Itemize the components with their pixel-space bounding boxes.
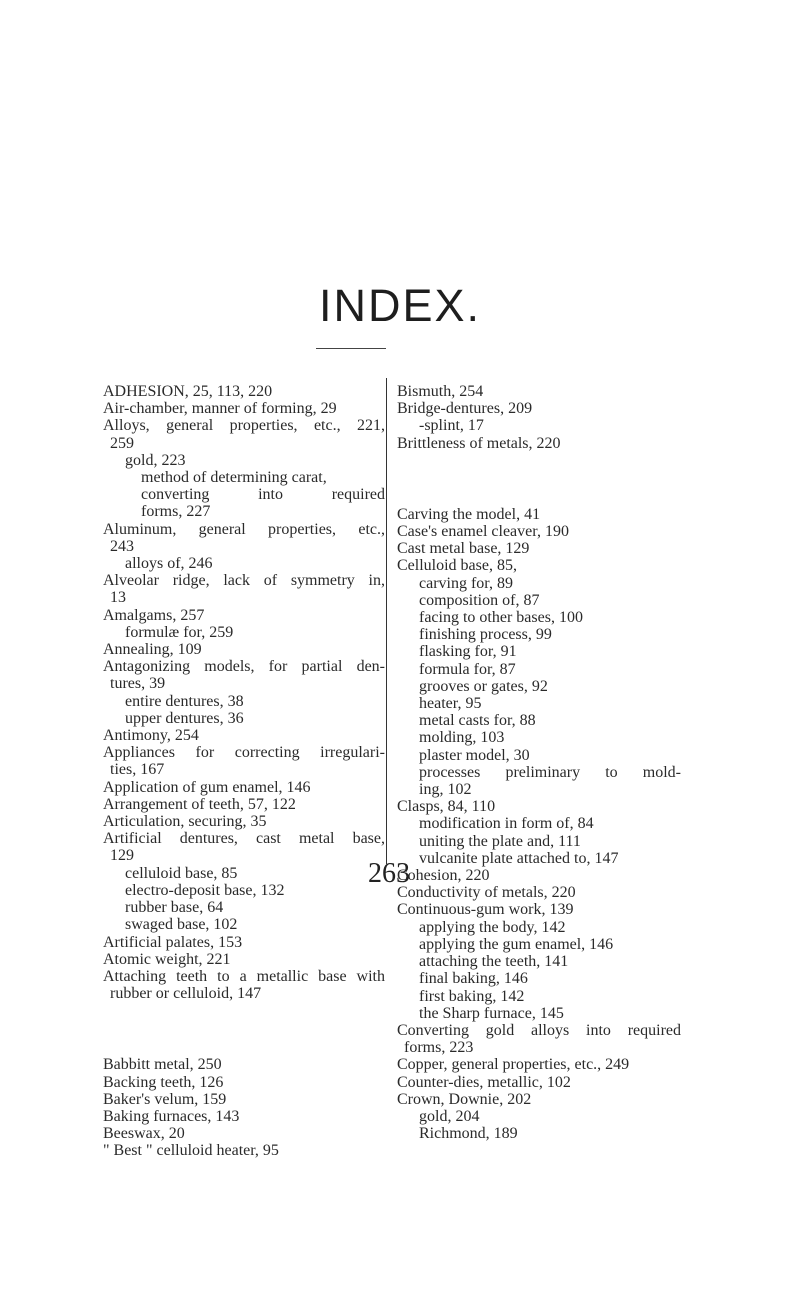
index-entry: Celluloid base, 85, <box>397 557 517 575</box>
index-subentry: celluloid base, 85 <box>125 864 238 882</box>
index-subentry: Richmond, 189 <box>419 1125 518 1143</box>
index-subentry: converting into required <box>141 486 385 504</box>
index-entry: Counter-dies, metallic, 102 <box>397 1073 571 1091</box>
index-entry: Application of gum enamel, 146 <box>103 778 311 796</box>
index-subentry: gold, 204 <box>419 1107 480 1125</box>
index-subentry: finishing process, 99 <box>419 626 552 644</box>
index-entry: Appliances for correcting irregulari- <box>103 744 385 762</box>
index-subentry: alloys of, 246 <box>125 555 213 573</box>
index-entry: Cohesion, 220 <box>397 867 490 885</box>
index-entry: Converting gold alloys into required <box>397 1021 681 1039</box>
index-entry: Antimony, 254 <box>103 727 199 745</box>
index-entry: Cast metal base, 129 <box>397 540 530 558</box>
index-entry: Annealing, 109 <box>103 641 202 659</box>
index-subentry: metal casts for, 88 <box>419 712 536 730</box>
index-subentry: final baking, 146 <box>419 970 528 988</box>
index-column-right <box>397 383 681 1142</box>
index-entry: Artificial dentures, cast metal base, <box>103 830 385 848</box>
index-entry: Backing teeth, 126 <box>103 1073 224 1091</box>
index-entry: 259 <box>110 434 134 452</box>
index-entry: Babbitt metal, 250 <box>103 1056 222 1074</box>
index-entry: Bridge-dentures, 209 <box>397 400 533 418</box>
index-subentry: entire dentures, 38 <box>125 692 244 710</box>
index-entry: tures, 39 <box>110 675 166 693</box>
index-subentry: formula for, 87 <box>419 660 516 678</box>
index-entry: " Best " celluloid heater, 95 <box>103 1142 279 1160</box>
index-subentry: carving for, 89 <box>419 574 513 592</box>
column-divider <box>386 378 387 864</box>
index-subentry: attaching the teeth, 141 <box>419 953 569 971</box>
index-entry: Crown, Downie, 202 <box>397 1090 532 1108</box>
index-subentry: method of determining carat, <box>141 469 327 487</box>
index-subentry: formulæ for, 259 <box>125 623 234 641</box>
index-subentry: -splint, 17 <box>419 417 484 435</box>
index-entry: Brittleness of metals, 220 <box>397 434 561 452</box>
index-entry: Alloys, general properties, etc., 221, <box>103 417 385 435</box>
index-entry: Continuous-gum work, 139 <box>397 901 574 919</box>
index-subentry: modification in form of, 84 <box>419 815 594 833</box>
index-subentry: grooves or gates, 92 <box>419 677 548 695</box>
index-subentry: applying the body, 142 <box>419 918 566 936</box>
index-subentry: processes preliminary to mold- <box>419 763 681 781</box>
title-rule <box>316 348 386 349</box>
index-subentry: composition of, 87 <box>419 591 540 609</box>
section-gap <box>397 452 681 506</box>
index-subentry: applying the gum enamel, 146 <box>419 935 614 953</box>
index-entry: Baker's velum, 159 <box>103 1090 227 1108</box>
index-entry: Baking furnaces, 143 <box>103 1107 240 1125</box>
index-subentry: upper dentures, 36 <box>125 709 244 727</box>
index-entry: Copper, general properties, etc., 249 <box>397 1056 630 1074</box>
index-entry: Attaching teeth to a metallic base with <box>103 967 385 985</box>
index-entry: Beeswax, 20 <box>103 1125 185 1143</box>
index-subentry: rubber base, 64 <box>125 899 224 917</box>
index-subentry: swaged base, 102 <box>125 916 238 934</box>
index-entry: Artificial palates, 153 <box>103 933 243 951</box>
index-entry: Antagonizing models, for partial den- <box>103 658 385 676</box>
index-subentry: flasking for, 91 <box>419 643 517 661</box>
index-subentry: electro-deposit base, 132 <box>125 881 285 899</box>
index-column-left <box>103 383 385 1160</box>
index-entry: ties, 167 <box>110 761 165 779</box>
index-subentry: plaster model, 30 <box>419 746 530 764</box>
index-entry: rubber or celluloid, 147 <box>110 985 262 1003</box>
index-entry: Articulation, securing, 35 <box>103 813 267 831</box>
index-subentry: first baking, 142 <box>419 987 525 1005</box>
index-entry: Conductivity of metals, 220 <box>397 884 576 902</box>
page-number: 263 <box>368 858 410 889</box>
index-subentry: molding, 103 <box>419 729 505 747</box>
index-entry: Case's enamel cleaver, 190 <box>397 523 569 541</box>
index-entry: forms, 223 <box>404 1039 474 1057</box>
index-entry: Aluminum, general properties, etc., <box>103 520 385 538</box>
index-entry: Air-chamber, manner of forming, 29 <box>103 400 337 418</box>
index-subentry: ing, 102 <box>419 781 472 799</box>
index-entry: Atomic weight, 221 <box>103 950 231 968</box>
index-subentry: gold, 223 <box>125 451 186 469</box>
index-entry: Amalgams, 257 <box>103 606 205 624</box>
index-subentry: uniting the plate and, 111 <box>419 832 581 850</box>
index-subentry: the Sharp furnace, 145 <box>419 1004 564 1022</box>
index-entry: 13 <box>110 589 126 607</box>
index-entry: Alveolar ridge, lack of symmetry in, <box>103 572 385 590</box>
index-entry: Clasps, 84, 110 <box>397 798 496 816</box>
index-subentry: vulcanite plate attached to, 147 <box>419 849 619 867</box>
index-subentry: forms, 227 <box>141 503 211 521</box>
page-title: INDEX. <box>318 280 482 331</box>
section-gap <box>103 1002 385 1056</box>
index-entry: 129 <box>110 847 134 865</box>
index-entry: Arrangement of teeth, 57, 122 <box>103 795 296 813</box>
index-entry: 243 <box>110 537 134 555</box>
index-entry: Carving the model, 41 <box>397 505 541 523</box>
index-subentry: heater, 95 <box>419 695 482 713</box>
index-subentry: facing to other bases, 100 <box>419 609 583 627</box>
index-entry: ADHESION, 25, 113, 220 <box>103 383 273 400</box>
index-entry: Bismuth, 254 <box>397 383 484 400</box>
